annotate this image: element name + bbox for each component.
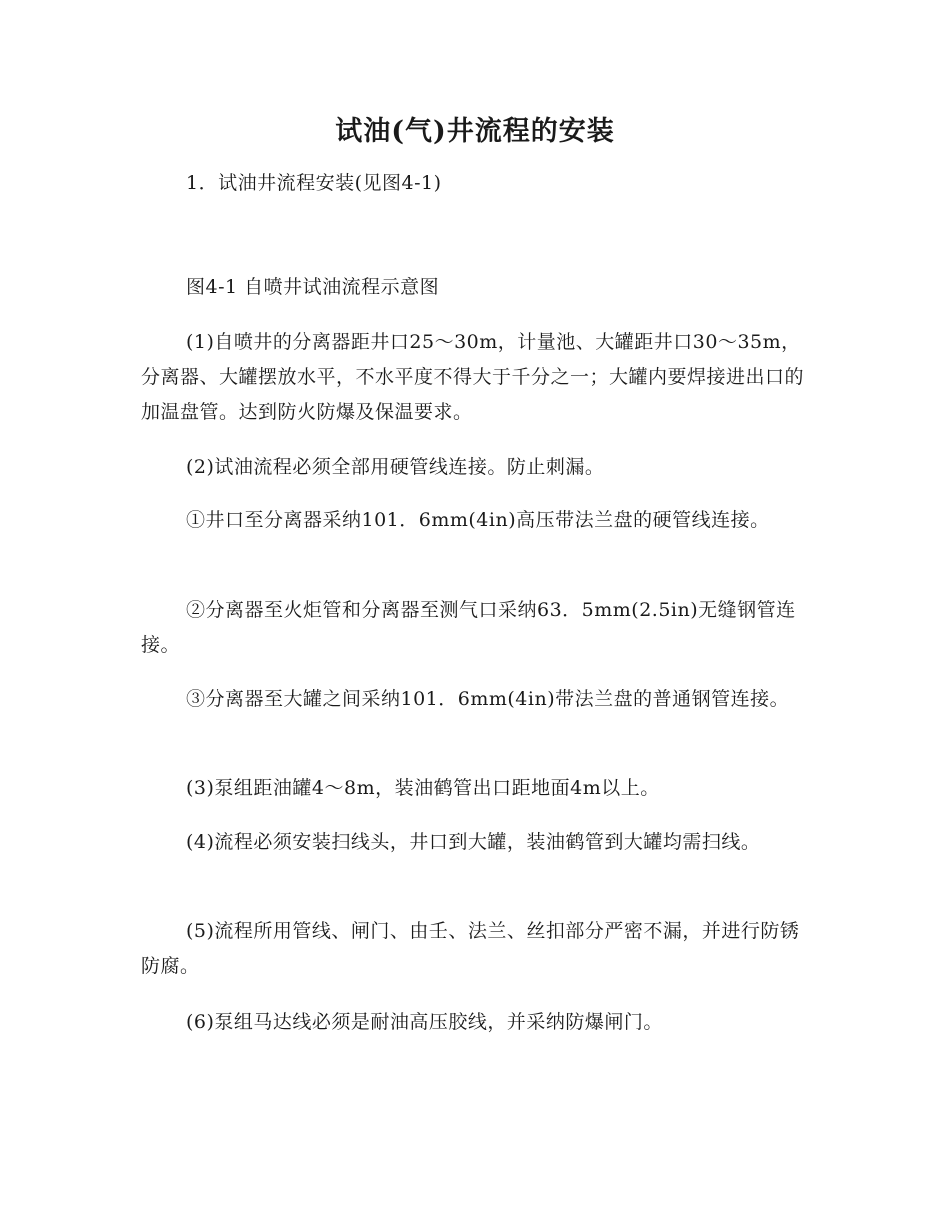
document-title: 试油(气)井流程的安装	[335, 116, 615, 147]
paragraph-subitem-3: ③分离器至大罐之间采纳101．6mm(4in)带法兰盘的普通钢管连接。	[186, 688, 790, 710]
paragraph-item-4: (4)流程必须安装扫线头，井口到大罐，装油鹤管到大罐均需扫线。	[186, 831, 761, 853]
paragraph-section-1-heading: 1．试油井流程安装(见图4-1)	[186, 172, 442, 194]
paragraph-subitem-2: ②分离器至火炬管和分离器至测气口采纳63．5mm(2.5in)无缝钢管连接。	[141, 599, 796, 656]
paragraph-item-6: (6)泵组马达线必须是耐油高压胶线，并采纳防爆闸门。	[186, 1011, 663, 1033]
figure-caption: 图4-1 自喷井试油流程示意图	[186, 276, 440, 298]
paragraph-item-5: (5)流程所用管线、闸门、由壬、法兰、丝扣部分严密不漏，并进行防锈防腐。	[141, 920, 800, 977]
paragraph-item-3: (3)泵组距油罐4～8m，装油鹤管出口距地面4m以上。	[186, 777, 660, 799]
paragraph-subitem-1: ①井口至分离器采纳101．6mm(4in)高压带法兰盘的硬管线连接。	[186, 509, 770, 531]
paragraph-item-1: (1)自喷井的分离器距井口25～30m，计量池、大罐距井口30～35m，分离器、大罐摆放水平，不水平度不得大于千分之一；大罐内要焊接进出口的加温盘管。达到防火防爆及保温要求。	[141, 331, 805, 423]
paragraph-item-2: (2)试油流程必须全部用硬管线连接。防止刺漏。	[186, 456, 605, 478]
